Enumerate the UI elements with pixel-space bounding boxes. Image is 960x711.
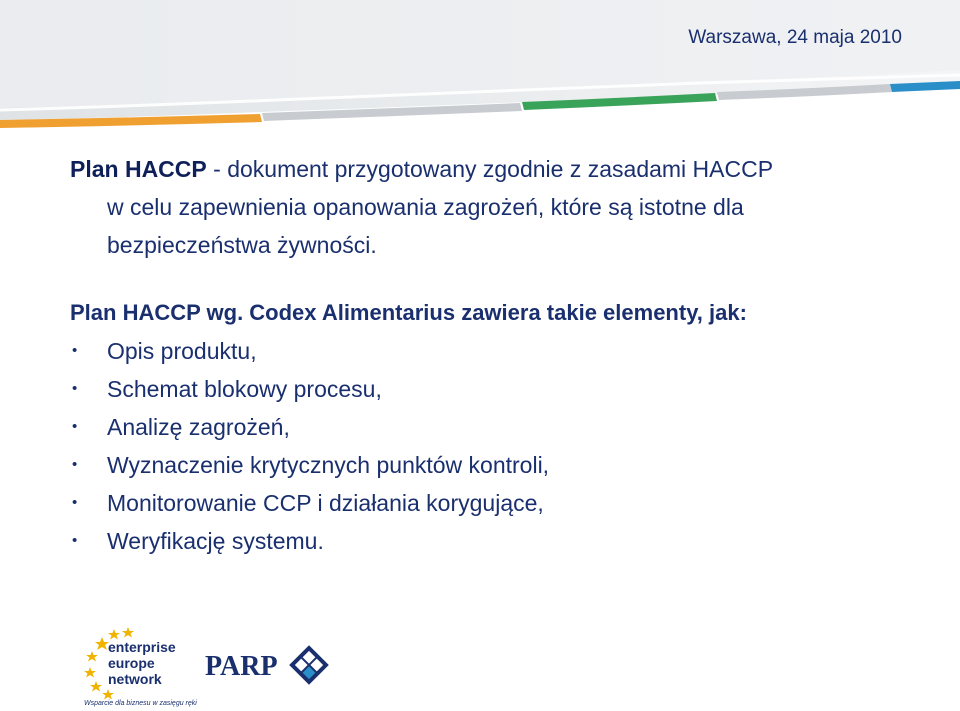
enterprise-europe-network-logo bbox=[80, 625, 197, 711]
list-item-text: Monitorowanie CCP i działania korygujące, bbox=[107, 490, 544, 516]
definition-line-1 bbox=[70, 150, 950, 188]
definition-line-3: bezpieczeństwa żywności. bbox=[107, 232, 377, 258]
codex-list bbox=[70, 332, 950, 560]
bullet-icon: • bbox=[72, 380, 78, 397]
een-wordmark bbox=[108, 639, 176, 687]
bullet-icon: • bbox=[72, 494, 78, 511]
bullet-icon: • bbox=[72, 532, 78, 549]
bullet-icon: • bbox=[72, 342, 78, 359]
een-line-enterprise: enterprise bbox=[108, 639, 176, 655]
list-item bbox=[70, 408, 950, 446]
list-item bbox=[70, 522, 950, 560]
definition-text-1: - dokument przygotowany zgodnie z zasadami HACCP bbox=[206, 156, 774, 182]
parp-emblem-icon bbox=[287, 643, 331, 687]
list-item bbox=[70, 446, 950, 484]
list-item-text: Weryfikację systemu. bbox=[107, 528, 324, 554]
codex-heading: Plan HACCP wg. Codex Alimentarius zawiera takie elementy, jak: bbox=[70, 300, 747, 325]
parp-logo bbox=[205, 643, 335, 693]
parp-wordmark: PARP bbox=[205, 651, 278, 682]
een-tagline: Wsparcie dla biznesu w zasięgu ręki bbox=[84, 700, 197, 707]
een-line-network: network bbox=[108, 671, 162, 687]
header-band bbox=[0, 0, 960, 135]
list-item-text: Schemat blokowy procesu, bbox=[107, 376, 382, 402]
definition-line-2: w celu zapewnienia opanowania zagrożeń, które są istotne dla bbox=[107, 194, 744, 220]
slide-content bbox=[70, 150, 950, 560]
list-item-text: Wyznaczenie krytycznych punktów kontroli, bbox=[107, 452, 550, 478]
bullet-icon: • bbox=[72, 456, 78, 473]
bullet-icon: • bbox=[72, 418, 78, 435]
footer-logos bbox=[80, 625, 400, 711]
header-decoration bbox=[0, 0, 960, 135]
list-item bbox=[70, 484, 950, 522]
list-item bbox=[70, 332, 950, 370]
definition-term: Plan HACCP bbox=[70, 156, 207, 182]
list-item bbox=[70, 370, 950, 408]
date-label: Warszawa, 24 maja 2010 bbox=[688, 27, 902, 48]
list-item-text: Analizę zagrożeń, bbox=[107, 414, 290, 440]
een-line-europe: europe bbox=[108, 655, 155, 671]
list-item-text: Opis produktu, bbox=[107, 338, 257, 364]
